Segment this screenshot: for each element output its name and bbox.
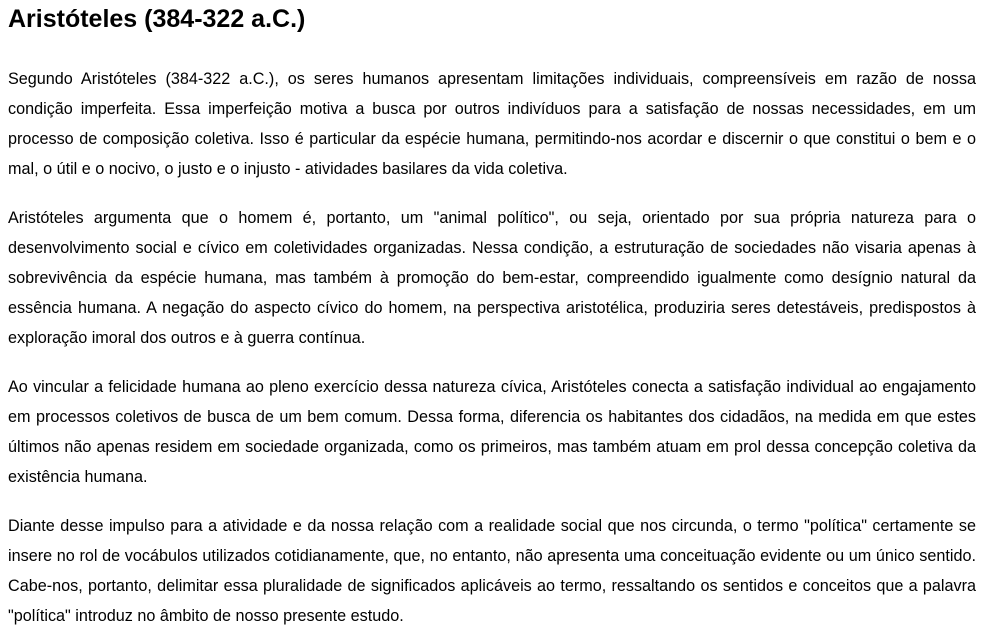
article <box>8 0 976 631</box>
paragraph-4: Diante desse impulso para a atividade e da nossa relação com a realidade social que nos circunda, o termo "política" certamente se insere no rol de vocábulos utilizados cotidianamente, que, no entanto, não apresenta uma conceituação evidente ou um único sentido. Cabe-nos, portanto, delimitar essa pluralidade de significados aplicáveis ao termo, ressaltando os sentidos e conceitos que a palavra "política" introduz no âmbito de nosso presente estudo. <box>8 517 976 625</box>
paragraph-3: Ao vincular a felicidade humana ao pleno exercício dessa natureza cívica, Aristóteles conecta a satisfação individual ao engajamento em processos coletivos de busca de um bem comum. Dessa forma, diferencia os habitantes dos cidadãos, na medida em que estes últimos não apenas residem em sociedade organizada, como os primeiros, mas também atuam em prol dessa concepção coletiva da existência humana. <box>8 378 976 486</box>
paragraph-2: Aristóteles argumenta que o homem é, portanto, um "animal político", ou seja, orientado por sua própria natureza para o desenvolvimento social e cívico em coletividades organizadas. Nessa condição, a estruturação de sociedades não visaria apenas à sobrevivência da espécie humana, mas também à promoção do bem-estar, compreendido igualmente como desígnio natural da essência humana. A negação do aspecto cívico do homem, na perspectiva aristotélica, produziria seres detestáveis, predispostos à exploração imoral dos outros e à guerra contínua. <box>8 209 976 347</box>
paragraph-1: Segundo Aristóteles (384-322 a.C.), os seres humanos apresentam limitações individuais, compreensíveis em razão de nossa condição imperfeita. Essa imperfeição motiva a busca por outros indivíduos para a satisfação de nossas necessidades, em um processo de composição coletiva. Isso é particular da espécie humana, permitindo-nos acordar e discernir o que constitui o bem e o mal, o útil e o nocivo, o justo e o injusto - atividades basilares da vida coletiva. <box>8 70 976 178</box>
article-title: Aristóteles (384-322 a.C.) <box>8 5 306 33</box>
